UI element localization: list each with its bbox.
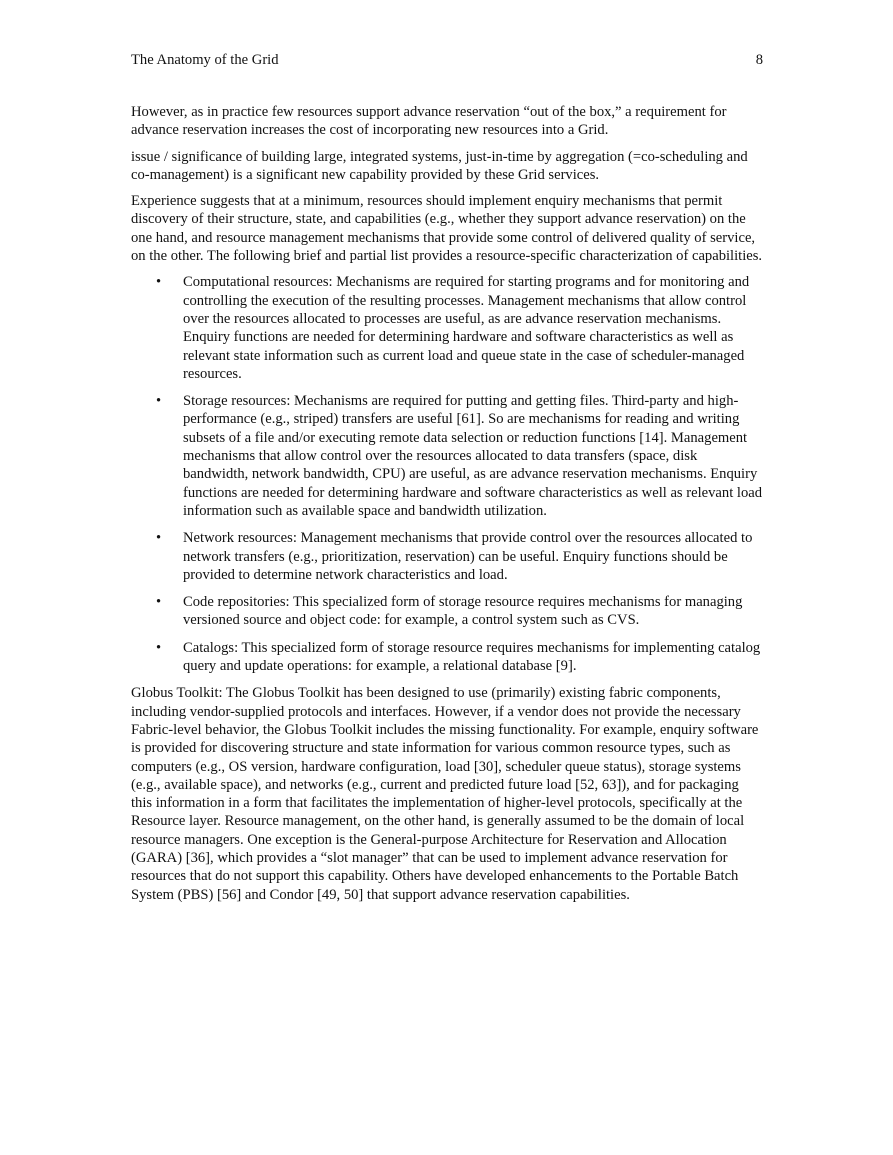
list-item-computational-resources <box>131 273 763 383</box>
paragraph-issue-note: issue / significance of building large, integrated systems, just-in-time by aggregation (=co-scheduling and co-management) is a significant new capability provided by these Grid services. <box>131 148 748 183</box>
list-item-text: Code repositories: This specialized form of storage resource requires mechanisms for managing versioned source and object code: for example, a control system such as CVS. <box>183 594 743 629</box>
bullet-icon: • <box>156 594 162 611</box>
bullet-icon: • <box>156 639 162 656</box>
paragraph-experience: Experience suggests that at a minimum, resources should implement enquiry mechanisms that permit discovery of their structure, state, and capabilities (e.g., whether they support advance reservation) on the one hand, and resource management mechanisms that provide some control of delivered quality of service, on the other. The following brief and partial list provides a resource-specific characterization of capabilities. <box>131 193 763 265</box>
list-item-network-resources <box>131 529 763 584</box>
list-item-text: Computational resources: Mechanisms are required for starting programs and for monitoring and controlling the execution of the resulting processes. Management mechanisms that allow control over the resources allocated to processes are useful, as are advance reservation mechanisms. Enquiry functions are needed for determining hardware and software characteristics as well as relevant state information such as current load and queue state in the case of scheduler-managed resources. <box>183 274 750 382</box>
list-item-text: Storage resources: Mechanisms are required for putting and getting files. Third-party and high-performance (e.g., striped) transfers are useful [61]. So are mechanisms for reading and writing subsets of a file and/or executing remote data selection or reduction functions [14]. Management mechanisms that allow control over the resources allocated to data transfers (space, disk bandwidth, network bandwidth, CPU) are useful, as are advance reservation mechanisms. Enquiry functions are needed for determining hardware and software characteristics as well as relevant load information such as available space and bandwidth utilization. <box>183 393 763 519</box>
list-item-text: Catalogs: This specialized form of storage resource requires mechanisms for implementing catalog query and update operations: for example, a relational database [9]. <box>183 639 761 675</box>
bullet-icon: • <box>156 274 162 291</box>
running-title: The Anatomy of the Grid <box>131 52 279 68</box>
list-item-storage-resources <box>131 392 763 520</box>
bullet-icon: • <box>156 393 162 410</box>
page-number: 8 <box>755 52 763 68</box>
list-item-catalogs <box>131 639 763 676</box>
paragraph-advance-reservation: However, as in practice few resources support advance reservation “out of the box,” a requirement for advance reservation increases the cost of incorporating new resources into a Grid. <box>131 104 727 139</box>
running-header <box>131 50 763 70</box>
list-item-text: Network resources: Management mechanisms that provide control over the resources allocated to network transfers (e.g., prioritization, reservation) can be useful. Enquiry functions should be provided to determine network characteristics and load. <box>183 530 753 583</box>
bullet-icon: • <box>156 530 162 547</box>
paragraph-globus-toolkit: Globus Toolkit: The Globus Toolkit has been designed to use (primarily) existing fabric components, including vendor-supplied protocols and interfaces. However, if a vendor does not provide the necessary Fabric-level behavior, the Globus Toolkit includes the missing functionality. For example, enquiry software is provided for discovering structure and state information for various common resource types, such as computers (e.g., OS version, hardware configuration, load [30], scheduler queue status), storage systems (e.g., available space), and networks (e.g., current and predicted future load [52, 63]), and for packaging this information in a form that facilitates the implementation of higher-level protocols, specifically at the Resource layer. Resource management, on the other hand, is generally assumed to be the domain of local resource managers. One exception is the General-purpose Architecture for Reservation and Allocation (GARA) [36], which provides a “slot manager” that can be used to implement advance reservation for resources that do not support this capability. Others have developed enhancements to the Portable Batch System (PBS) [56] and Condor [49, 50] that support advance reservation capabilities. <box>131 685 759 903</box>
resource-capability-list <box>131 273 763 675</box>
document-page <box>131 50 763 912</box>
list-item-code-repositories <box>131 593 763 630</box>
